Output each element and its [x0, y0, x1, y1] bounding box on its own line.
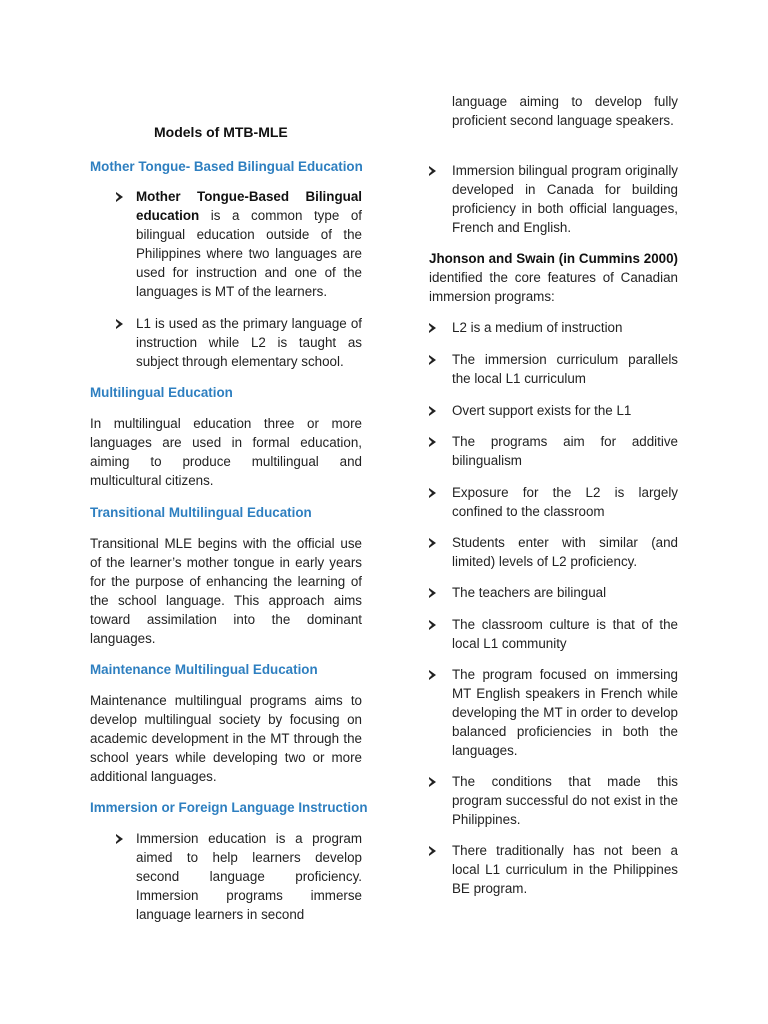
paragraph-text: identified the core features of Canadian immersion programs: [429, 270, 678, 304]
bullet-text: Immersion education is a program aimed to help learners develop second language proficiency. Immersion programs immerse language learners in second [136, 831, 362, 922]
feature-item [452, 350, 678, 388]
arrow-bullet-icon [429, 846, 436, 856]
feature-text: The classroom culture is that of the local L1 community [452, 617, 678, 651]
bullet-text: is a common type of bilingual education outside of the Philippines where two languages are used for instruction and one of the languages is MT of the learners. [136, 208, 362, 299]
paragraph-multilingual: In multilingual education three or more languages are used in formal education, aiming to produce multilingual and multicultural citizens. [90, 416, 362, 488]
bullet-immersion-education [136, 829, 362, 924]
page-title: Models of MTB-MLE [154, 124, 288, 140]
feature-text: Overt support exists for the L1 [452, 403, 632, 418]
arrow-bullet-icon [429, 166, 436, 176]
feature-text: Students enter with similar (and limited) levels of L2 proficiency. [452, 535, 678, 569]
feature-item [452, 615, 678, 653]
bullet-mtb-definition [136, 187, 362, 301]
arrow-bullet-icon [429, 488, 436, 498]
arrow-bullet-icon [429, 620, 436, 630]
feature-text: L2 is a medium of instruction [452, 320, 623, 335]
feature-text: The immersion curriculum parallels the local L1 curriculum [452, 352, 678, 386]
bullet-l1-primary [136, 314, 362, 371]
feature-item [452, 583, 678, 602]
feature-item [452, 665, 678, 760]
arrow-bullet-icon [429, 323, 436, 333]
feature-text: Exposure for the L2 is largely confined to the classroom [452, 485, 678, 519]
paragraph-maintenance: Maintenance multilingual programs aims to develop multilingual society by focusing on academic development in the MT through the school years while developing two or more additional languages. [90, 693, 362, 784]
arrow-bullet-icon [429, 406, 436, 416]
arrow-bullet-icon [116, 319, 123, 329]
section-heading-mtb-bilingual: Mother Tongue- Based Bilingual Education [90, 159, 363, 174]
feature-item [452, 841, 678, 898]
paragraph-transitional: Transitional MLE begins with the official use of the learner’s mother tongue in early years for the purpose of enhancing the learning of the school language. This approach aims toward assimilation into the dominant languages. [90, 536, 362, 646]
feature-item [452, 533, 678, 571]
arrow-bullet-icon [429, 777, 436, 787]
bullet-immersion-bilingual [452, 161, 678, 237]
feature-item [452, 401, 678, 420]
arrow-bullet-icon [429, 670, 436, 680]
section-heading-immersion: Immersion or Foreign Language Instruction [90, 800, 368, 815]
bullet-text: L1 is used as the primary language of instruction while L2 is taught as subject through elementary school. [136, 316, 362, 369]
arrow-bullet-icon [429, 538, 436, 548]
feature-item [452, 483, 678, 521]
feature-item [452, 318, 678, 337]
continued-text: language aiming to develop fully proficient second language speakers. [452, 94, 678, 128]
arrow-bullet-icon [429, 355, 436, 365]
feature-text: The teachers are bilingual [452, 585, 607, 600]
feature-item [452, 432, 678, 470]
paragraph-core-features [429, 249, 678, 306]
feature-text: The conditions that made this program successful do not exist in the Philippines. [452, 774, 678, 827]
bullet-text: Immersion bilingual program originally developed in Canada for building proficiency in both official languages, French and English. [452, 163, 678, 235]
section-heading-maintenance: Maintenance Multilingual Education [90, 662, 318, 677]
feature-text: The program focused on immersing MT English speakers in French while developing the MT in order to develop balanced proficiencies in both the languages. [452, 667, 678, 758]
section-heading-transitional: Transitional Multilingual Education [90, 505, 312, 520]
feature-item [452, 772, 678, 829]
arrow-bullet-icon [116, 834, 123, 844]
arrow-bullet-icon [116, 192, 123, 202]
feature-text: The programs aim for additive bilingualism [452, 434, 678, 468]
arrow-bullet-icon [429, 588, 436, 598]
section-heading-multilingual: Multilingual Education [90, 385, 233, 400]
feature-text: There traditionally has not been a local L1 curriculum in the Philippines BE program. [452, 843, 678, 896]
bold-term: Mother Tongue-Based Bilingual education [136, 189, 362, 223]
arrow-bullet-icon [429, 437, 436, 447]
bold-citation: Jhonson and Swain (in Cummins 2000) [429, 251, 678, 266]
